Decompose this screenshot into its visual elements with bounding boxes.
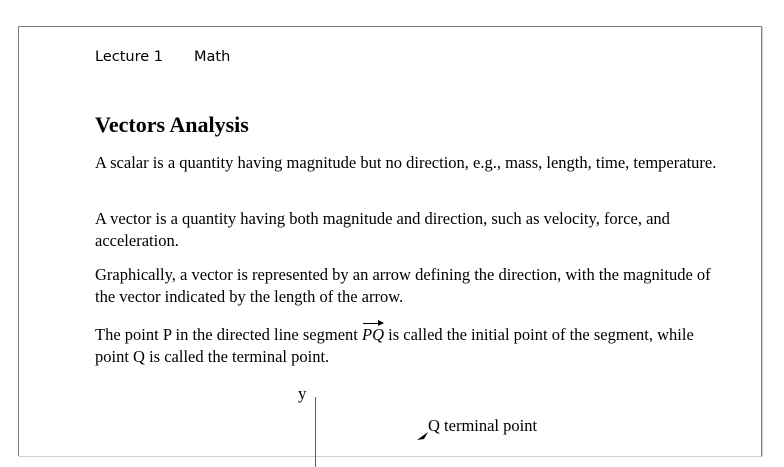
- header-lecture: Lecture 1: [95, 49, 163, 65]
- paragraph-graphical: Graphically, a vector is represented by an arrow defining the direction, with the magnitude of the vector indicated by the length of the arrow.: [95, 265, 711, 306]
- paragraph-points: [95, 324, 725, 368]
- y-axis-label: y: [298, 384, 307, 403]
- paragraph-vector: A vector is a quantity having both magnitude and direction, such as velocity, force, and acceleration.: [95, 209, 670, 250]
- terminal-point-label: Q terminal point: [428, 416, 538, 435]
- section-title: Vectors Analysis: [95, 112, 249, 137]
- page-header: [95, 49, 230, 65]
- document-page: [18, 26, 762, 456]
- header-subject: Math: [194, 49, 231, 65]
- paragraph-points-before: The point P in the directed line segment: [95, 325, 362, 344]
- paragraph-scalar: A scalar is a quantity having magnitude but no direction, e.g., mass, length, time, temperature.: [95, 153, 717, 172]
- vector-pq: PQ: [362, 325, 384, 344]
- y-axis-line: [315, 397, 316, 467]
- paragraph-points-after: is called the initial point of the segment, while point Q is called the terminal point.: [95, 325, 694, 366]
